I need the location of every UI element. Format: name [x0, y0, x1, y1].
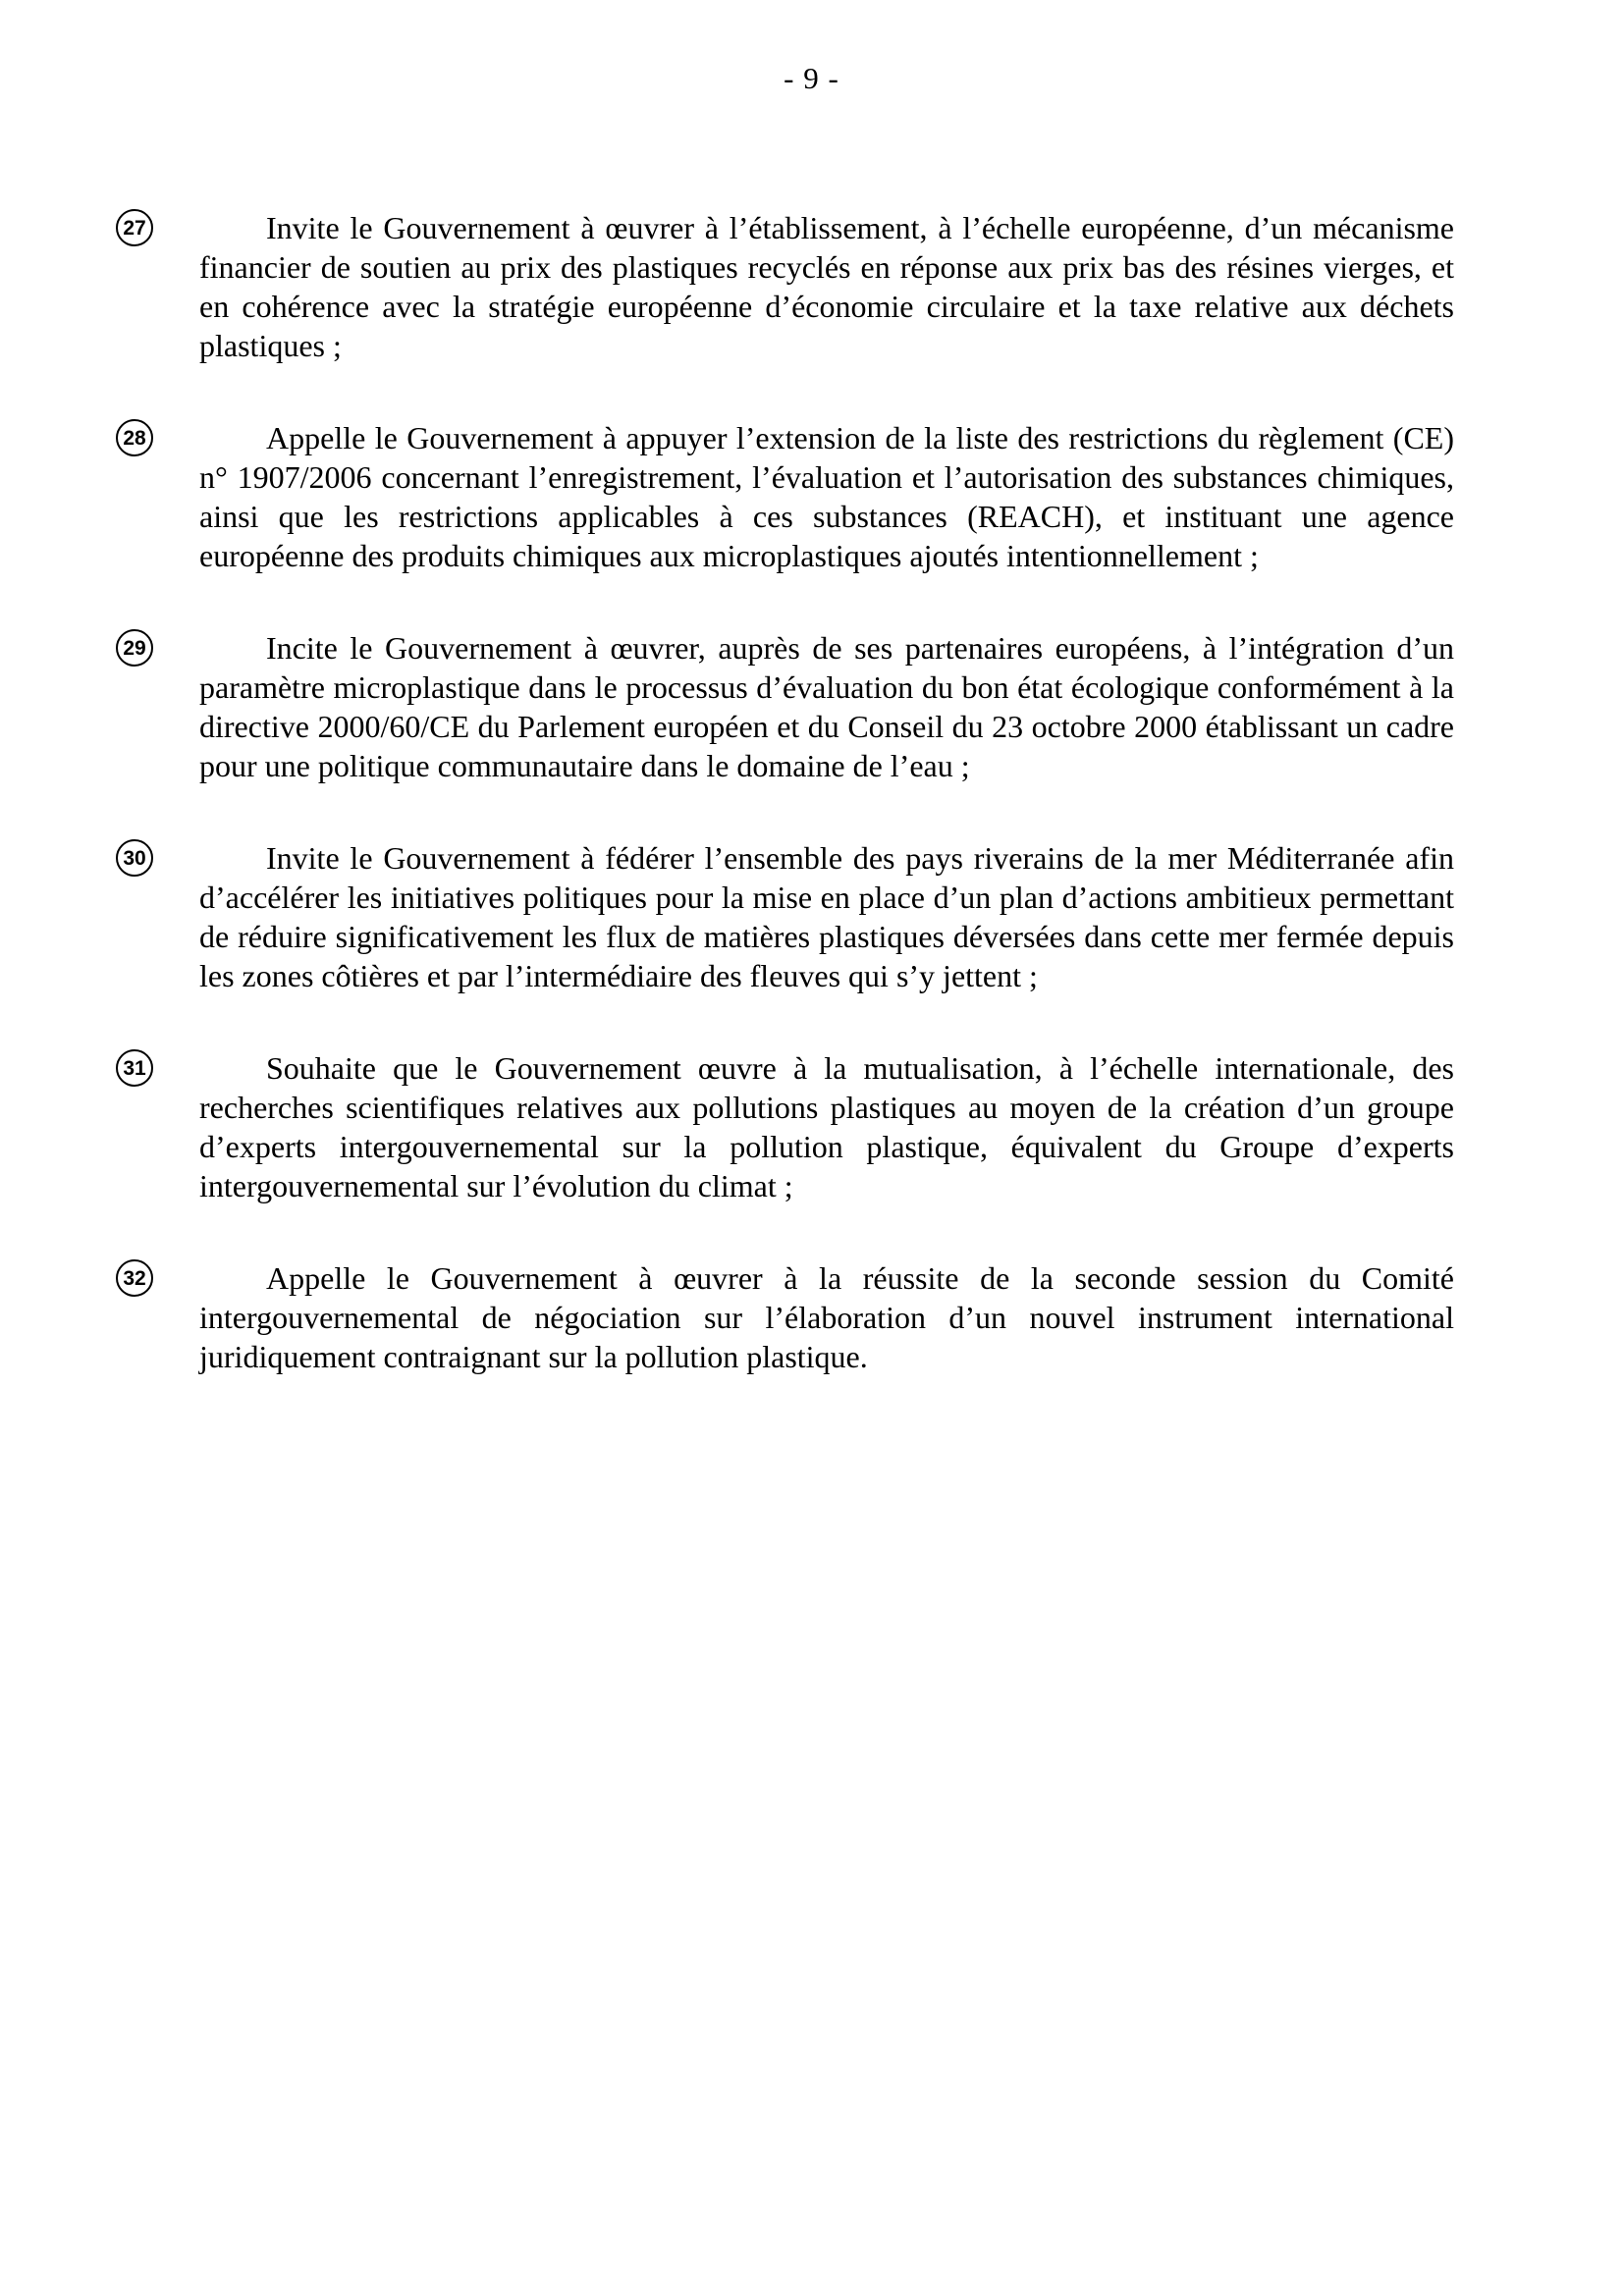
- item-number-badge: 29: [116, 629, 153, 667]
- item-text: Appelle le Gouvernement à appuyer l’extension de la liste des restrictions du règlement (CE) n° 1907/2006 concernant l’enregistrement, l’évaluation et l’autorisation des substances chimiques, ainsi que les restrictions applicables à ces substances (REACH), et instituant une agence européenne des produits chimiques aux microplastiques ajoutés intentionnellement ;: [199, 420, 1454, 573]
- item-number-badge: 30: [116, 839, 153, 877]
- resolution-item-30: [123, 838, 1454, 995]
- item-number-badge: 31: [116, 1049, 153, 1087]
- resolution-item-29: [123, 628, 1454, 785]
- resolution-item-31: [123, 1048, 1454, 1205]
- item-number-badge: 27: [116, 209, 153, 246]
- item-number-badge: 28: [116, 419, 153, 456]
- item-text: Invite le Gouvernement à fédérer l’ensemble des pays riverains de la mer Méditerranée afin d’accélérer les initiatives politiques pour la mise en place d’un plan d’actions ambitieux permettant de réduire significativement les flux de matières plastiques déversées dans cette mer fermée depuis les zones côtières et par l’intermédiaire des fleuves qui s’y jettent ;: [199, 840, 1454, 993]
- item-text: Souhaite que le Gouvernement œuvre à la mutualisation, à l’échelle internationale, des recherches scientifiques relatives aux pollutions plastiques au moyen de la création d’un groupe d’experts intergouvernemental sur la pollution plastique, équivalent du Groupe d’experts intergouvernemental sur l’évolution du climat ;: [199, 1050, 1454, 1203]
- resolution-item-28: [123, 418, 1454, 575]
- item-text: Invite le Gouvernement à œuvrer à l’établissement, à l’échelle européenne, d’un mécanisme financier de soutien au prix des plastiques recyclés en réponse aux prix bas des résines vierges, et en cohérence avec la stratégie européenne d’économie circulaire et la taxe relative aux déchets plastiques ;: [199, 210, 1454, 363]
- item-text: Appelle le Gouvernement à œuvrer à la réussite de la seconde session du Comité intergouvernemental de négociation sur l’élaboration d’un nouvel instrument international juridiquement contraignant sur la pollution plastique.: [199, 1260, 1454, 1374]
- page-number: - 9 -: [784, 61, 839, 95]
- resolution-item-27: [123, 208, 1454, 365]
- resolution-item-32: [123, 1258, 1454, 1376]
- item-number-badge: 32: [116, 1259, 153, 1297]
- document-body: [123, 208, 1454, 1429]
- item-text: Incite le Gouvernement à œuvrer, auprès de ses partenaires européens, à l’intégration d’un paramètre microplastique dans le processus d’évaluation du bon état écologique conformément à la directive 2000/60/CE du Parlement européen et du Conseil du 23 octobre 2000 établissant un cadre pour une politique communautaire dans le domaine de l’eau ;: [199, 630, 1454, 783]
